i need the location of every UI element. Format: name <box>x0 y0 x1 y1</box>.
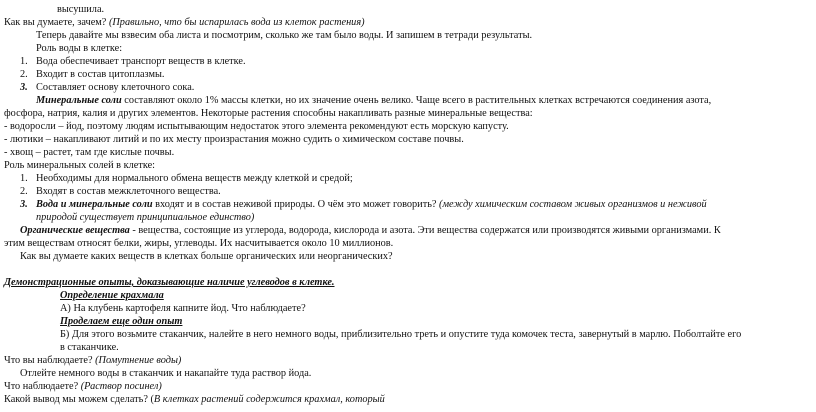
answer-text: (Правильно, что бы испарилась вода из клеток растения) <box>108 17 365 28</box>
experiment-title: Определение крахмала <box>60 290 164 301</box>
text-line: Б) Для этого возьмите стаканчик, налейте в него немного воды, приблизительно треть и опустите туда комочек теста, завернутый в марлю. Поболтайте его <box>60 329 742 340</box>
text-line: - водоросли – йод, поэтому людям испытывающим недостаток этого элемента рекомендуют есть морскую капусту. <box>4 121 509 132</box>
question-line <box>4 393 385 406</box>
text-line: этим веществам относят белки, жиры, углеводы. Их насчитывается около 10 миллионов. <box>4 238 394 249</box>
list-item <box>20 81 194 94</box>
list-item <box>20 55 246 68</box>
section-heading: Роль минеральных солей в клетке: <box>4 160 155 171</box>
paragraph-line <box>36 94 711 107</box>
question-line: Как вы думаете каких веществ в клетках больше органических или неорганических? <box>20 251 393 262</box>
list-number: 3. <box>20 82 28 93</box>
list-number: 1. <box>20 173 28 184</box>
question-line <box>4 380 162 393</box>
list-text: Составляет основу клеточного сока. <box>36 82 195 93</box>
question-text: Что вы наблюдаете? <box>4 355 93 366</box>
list-item <box>20 198 707 211</box>
list-text: Входят в состав межклеточного вещества. <box>36 186 221 197</box>
question-line <box>4 354 181 367</box>
paragraph-line <box>20 224 721 237</box>
text-line: Теперь давайте мы взвесим оба листа и посмотрим, сколько же там было воды. И запишем в тетради результаты. <box>36 30 533 41</box>
question-text: Как вы думаете, зачем? <box>4 17 107 28</box>
text-line: в стаканчике. <box>60 342 119 353</box>
term-organic: Органические вещества <box>20 225 130 236</box>
list-text: Входит в состав цитоплазмы. <box>36 69 165 80</box>
list-text: Необходимы для нормального обмена веществ между клеткой и средой; <box>36 173 353 184</box>
text-line: А) На клубень картофеля капните йод. Что наблюдаете? <box>60 303 306 314</box>
answer-text: В клетках растений содержится крахмал, который <box>153 394 385 405</box>
list-item <box>20 172 353 185</box>
section-heading: Роль воды в клетке: <box>36 43 123 54</box>
list-text: входят и в состав неживой природы. О чём это может говорить? <box>155 199 437 210</box>
question-text: Какой вывод мы можем сделать? ( <box>4 394 154 405</box>
answer-text: (Помутнение воды) <box>95 355 182 366</box>
term-mineral-salts: Минеральные соли <box>36 95 122 106</box>
text-line: Отлейте немного воды в стаканчик и накапайте туда раствор йода. <box>20 368 312 379</box>
list-number: 3. <box>20 199 28 210</box>
answer-text: природой существует принципиальное единство) <box>36 212 255 223</box>
experiment-title: Проделаем еще один опыт <box>60 316 183 327</box>
list-number: 2. <box>20 186 28 197</box>
section-title: Демонстрационные опыты, доказывающие наличие углеводов в клетке. <box>4 277 335 288</box>
list-item <box>20 68 164 81</box>
list-number: 1. <box>20 56 28 67</box>
text-line: высушила. <box>57 4 105 15</box>
text-line: фосфора, натрия, калия и других элементов. Некоторые растения способны накапливать разные минеральные вещества: <box>4 108 533 119</box>
paragraph-text: - вещества, состоящие из углерода, водорода, кислорода и азота. Эти вещества содержатся или производятся живыми организмами. К <box>132 225 721 236</box>
list-item <box>20 185 221 198</box>
text-line: - лютики – накапливают литий и по их месту произрастания можно судить о химическом составе почвы. <box>4 134 464 145</box>
answer-text: (Раствор посинел) <box>80 381 162 392</box>
question-text: Что наблюдаете? <box>4 381 79 392</box>
question-line <box>4 16 365 29</box>
answer-text: (между химическим составом живых организмов и неживой <box>439 199 707 210</box>
text-line: - хвощ – растет, там где кислые почвы. <box>4 147 175 158</box>
list-number: 2. <box>20 69 28 80</box>
list-text: Вода обеспечивает транспорт веществ в клетке. <box>36 56 246 67</box>
paragraph-text: составляют около 1% массы клетки, но их значение очень велико. Чаще всего в растительных клетках встречаются соединения азота, <box>124 95 712 106</box>
term-water-salts: Вода и минеральные соли <box>36 199 153 210</box>
